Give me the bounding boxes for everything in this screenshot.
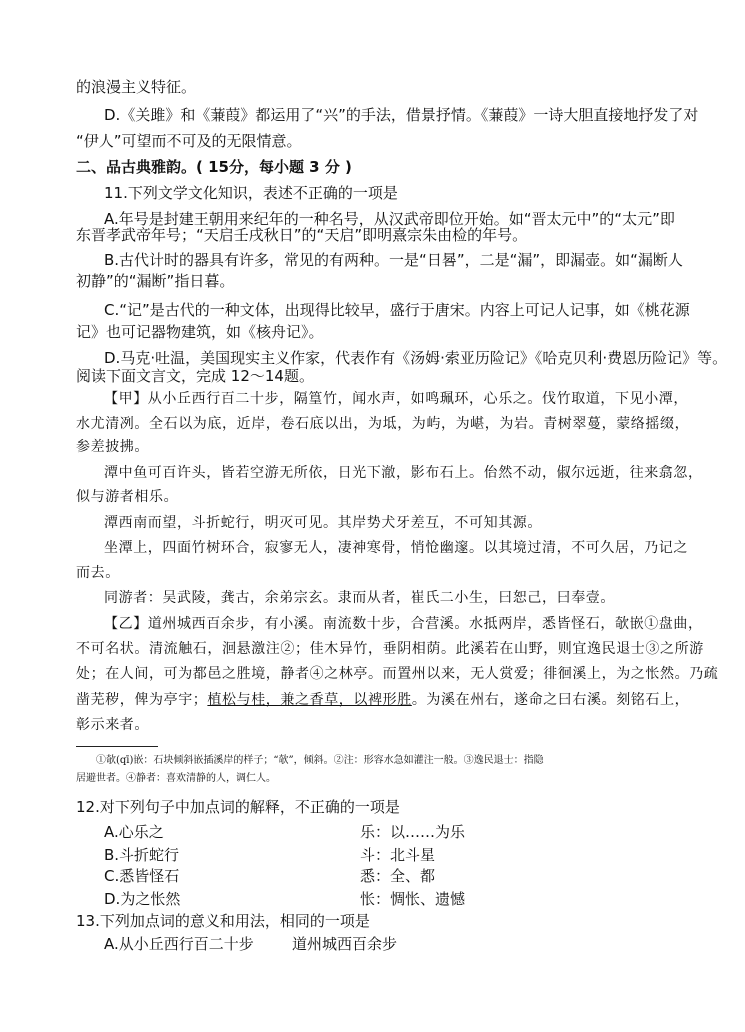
option-line — [104, 934, 398, 954]
classical-text-line — [76, 690, 689, 710]
footnote-line: ①欹(qī)嵌：石块倾斜嵌插溪岸的样子；“欹”，倾斜。②注：形容水急如灌注一般。③逸民退士：指隐 — [96, 755, 544, 766]
option-line — [104, 822, 466, 842]
text-segment: 。为溪在州右，遂命之曰右溪。刻铭石上， — [411, 692, 690, 708]
classical-text-line: 不可名状。清流触石，洄悬激注②；佳木异竹，垂阴相荫。此溪若在山野，则宜逸民退士③之所游 — [76, 641, 704, 657]
option-line: B.古代计时的器具有许多，常见的有两种。一是“日晷”，二是“漏”，即漏壶。如“漏断人 — [104, 251, 683, 269]
classical-text-line: 水尤清冽。全石以为底，近岸，卷石底以出，为坻，为屿，为嵁，为岩。青树翠蔓，蒙络摇缀， — [76, 416, 690, 432]
text-line: 的浪漫主义特征。 — [76, 78, 197, 96]
option-gloss: 乐：以……为乐 — [360, 823, 466, 841]
footnote-line: 居避世者。④静者：喜欢清静的人，调仁人。 — [76, 773, 276, 784]
question-stem: 12.对下列句子中加点词的解释，不正确的一项是 — [76, 798, 400, 816]
option-phrase: A.从小丘西行百二十步 — [104, 935, 254, 953]
option-phrase: B.斗折蛇行 — [104, 846, 180, 864]
option-phrase: D.为之怅然 — [104, 890, 181, 908]
text-line: “伊人”可望而不可及的无限情意。 — [76, 132, 302, 150]
classical-text-line: 似与游者相乐。 — [76, 489, 179, 505]
option-line — [104, 845, 436, 865]
footnote-divider — [76, 746, 158, 747]
classical-text-line: 同游者：吴武陵，龚古，余弟宗玄。隶而从者，崔氏二小生，曰恕己，曰奉壹。 — [104, 590, 615, 606]
classical-text-line: 潭西南而望，斗折蛇行，明灭可见。其岸势犬牙差互，不可知其源。 — [104, 515, 542, 531]
option-line: 东晋孝武帝年号；“天启壬戌秋日”的“天启”即明熹宗朱由检的年号。 — [76, 226, 528, 244]
option-gloss: 怅：惆怅、遗憾 — [360, 890, 466, 908]
option-line: 初静”的“漏断”指日暮。 — [76, 272, 235, 290]
question-stem: 13.下列加点词的意义和用法，相同的一项是 — [76, 912, 370, 930]
classical-text-line: 潭中鱼可百许头，皆若空游无所依，日光下澈，影布石上。佁然不动，俶尔远逝，往来翕忽， — [104, 465, 703, 481]
option-line: C.“记”是古代的一种文体，出现得比较早，盛行于唐宋。内容上可记人记事，如《桃花源 — [104, 301, 690, 319]
question-stem: 11.下列文学文化知识，表述不正确的一项是 — [104, 184, 398, 202]
classical-text-line: 而去。 — [76, 565, 120, 581]
option-gloss: 斗：北斗星 — [360, 846, 436, 864]
option-line — [104, 866, 436, 886]
option-line: A.年号是封建王朝用来纪年的一种名号，从汉武帝即位开始。如“晋太元中”的“太元”即 — [104, 210, 675, 228]
option-line: 记》也可记器物建筑，如《核舟记》。 — [76, 323, 324, 341]
option-line: D.马克·吐温，美国现实主义作家，代表作有《汤姆·索亚历险记》《哈克贝利·费恩历险记》等。 — [104, 349, 728, 367]
text-line: D.《关雎》和《蒹葭》都运用了“兴”的手法，借景抒情。《蒹葭》一诗大胆直接地抒发了对 — [104, 106, 699, 124]
classical-text-line: 【乙】道州城西百余步，有小溪。南流数十步，合营溪。水抵两岸，悉皆怪石，欹嵌①盘曲， — [104, 616, 703, 632]
reading-instruction: 阅读下面文言文，完成 12～14题。 — [76, 367, 314, 385]
classical-text-line: 参差披拂。 — [76, 439, 149, 455]
option-phrase: 道州城西百余步 — [292, 935, 398, 953]
text-segment: 凿芜秽，俾为亭宇； — [76, 692, 208, 708]
option-phrase: A.心乐之 — [104, 823, 164, 841]
option-line — [104, 889, 466, 909]
classical-text-line: 坐潭上，四面竹树环合，寂寥无人，凄神寒骨，悄怆幽邃。以其境过清，不可久居，乃记之 — [104, 540, 688, 556]
classical-text-line: 【甲】从小丘西行百二十步，隔篁竹，闻水声，如鸣珮环，心乐之。伐竹取道，下见小潭， — [104, 391, 688, 407]
classical-text-line: 彰示来者。 — [76, 717, 149, 733]
underlined-sentence: 植松与桂，兼之香草，以裨形胜 — [207, 692, 412, 708]
option-phrase: C.悉皆怪石 — [104, 867, 180, 885]
section-heading: 二、品古典雅韵。( 15分，每小题 3 分 ) — [76, 158, 352, 176]
option-gloss: 悉：全、都 — [360, 867, 436, 885]
classical-text-line: 处；在人间，可为都邑之胜境，静者④之林亭。而置州以来，无人赏爱；徘徊溪上，为之怅然。乃疏 — [76, 666, 719, 682]
